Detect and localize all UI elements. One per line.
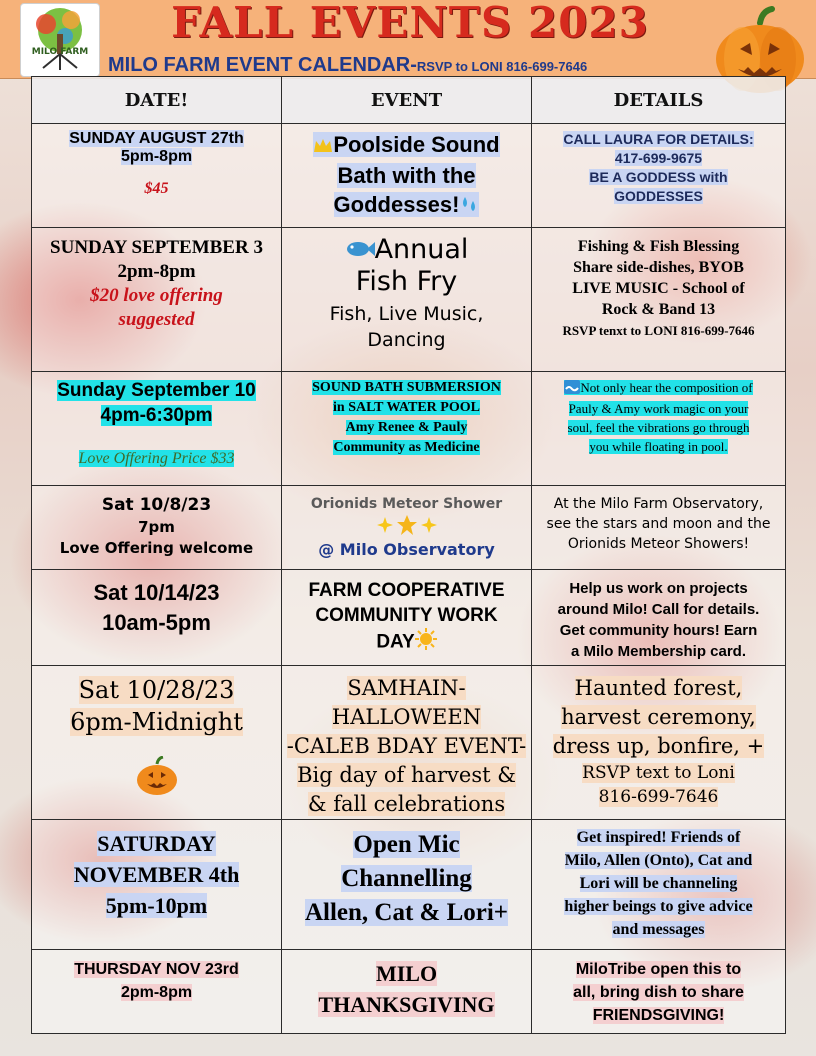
table-row: [32, 570, 786, 666]
date-line: Sat 10/8/23: [101, 495, 212, 515]
sun-icon: [415, 628, 437, 657]
event-date: [32, 124, 282, 228]
event-details: [532, 950, 786, 1034]
event-name: [282, 820, 532, 950]
detail-line: Share side-dishes, BYOB: [573, 259, 744, 276]
detail-line: 816-699-7646: [598, 787, 719, 807]
detail-line: Help us work on projects: [569, 580, 748, 597]
detail-line: Pauly & Amy work magic on your: [568, 400, 749, 416]
subtitle-rsvp: RSVP to LONI 816-699-7646: [416, 59, 588, 74]
event-date: [32, 486, 282, 570]
detail-line: GODDESSES: [614, 188, 703, 204]
event-line: Fish, Live Music,: [329, 302, 484, 325]
detail-line: Fishing & Fish Blessing: [577, 238, 740, 255]
time-line: 5pm-8pm: [120, 148, 193, 165]
event-details: [532, 570, 786, 666]
event-name: [282, 124, 532, 228]
event-details: [532, 228, 786, 372]
table-row: [32, 124, 786, 228]
event-line: in SALT WATER POOL: [333, 400, 480, 415]
event-line: @ Milo Observatory: [318, 540, 495, 559]
event-line: COMMUNITY WORK: [315, 605, 498, 626]
date-line: Sat 10/28/23: [78, 676, 235, 704]
event-line: Amy Renee & Pauly: [345, 420, 468, 435]
event-line: Big day of harvest &: [297, 763, 516, 787]
event-details: [532, 486, 786, 570]
table-header-row: [32, 77, 786, 124]
event-line: Channelling: [341, 865, 472, 892]
detail-line: Milo, Allen (Onto), Cat and: [564, 852, 753, 869]
event-name: [282, 950, 532, 1034]
detail-line: CALL LAURA FOR DETAILS:: [563, 131, 754, 147]
date-line: THURSDAY NOV 23rd: [74, 961, 239, 978]
time-line: 6pm-Midnight: [70, 708, 243, 736]
price: Love Offering welcome: [59, 539, 254, 557]
date-line: SUNDAY SEPTEMBER 3: [50, 237, 263, 258]
detail-line: Orionids Meteor Showers!: [567, 536, 750, 552]
event-line: SAMHAIN-HALLOWEEN: [331, 676, 482, 729]
time-line: 10am-5pm: [102, 610, 211, 635]
event-name: [282, 570, 532, 666]
detail-line: FRIENDSGIVING!: [592, 1007, 725, 1024]
event-date: [32, 820, 282, 950]
water-wave-icon: [564, 380, 580, 399]
detail-line: Get community hours! Earn: [559, 622, 758, 639]
event-line: -CALEB BDAY EVENT-: [286, 734, 527, 758]
event-line: & fall celebrations: [307, 792, 506, 816]
header-event: EVENT: [282, 77, 532, 124]
page-header: [0, 0, 816, 79]
event-details: [532, 124, 786, 228]
event-line: THANKSGIVING: [318, 992, 495, 1017]
event-details: [532, 666, 786, 820]
date-line: NOVEMBER 4th: [73, 862, 240, 887]
events-table: [31, 76, 786, 1034]
detail-line: higher beings to give advice: [564, 898, 753, 915]
event-line: MILO: [375, 961, 438, 986]
time-line: 7pm: [138, 518, 175, 536]
detail-line: At the Milo Farm Observatory,: [553, 496, 764, 512]
detail-line: MiloTribe open this to: [575, 961, 742, 978]
event-name: [282, 372, 532, 486]
table-row: [32, 486, 786, 570]
logo-text: MILO FARM: [31, 47, 89, 57]
price: $45: [144, 180, 169, 197]
event-line: FARM COOPERATIVE: [308, 580, 505, 601]
detail-line: BE A GODDESS with: [589, 169, 728, 185]
date-line: SUNDAY AUGUST 27th: [69, 130, 244, 147]
detail-line: LIVE MUSIC - School of: [572, 280, 745, 297]
detail-line: you while floating in pool.: [589, 438, 728, 454]
detail-line: all, bring dish to share: [573, 984, 744, 1001]
detail-line: Haunted forest,: [574, 676, 743, 700]
event-line: DAY: [376, 631, 415, 653]
table-row: [32, 666, 786, 820]
event-date: [32, 570, 282, 666]
fish-icon: [345, 235, 375, 267]
detail-line: RSVP tenxt to LONI 816-699-7646: [562, 323, 755, 338]
event-line: SOUND BATH SUBMERSION: [312, 380, 501, 395]
event-line: Open Mic: [353, 831, 460, 858]
time-line: 2pm-8pm: [120, 984, 193, 1001]
event-line: Fish Fry: [355, 265, 458, 297]
event-line: Bath with the: [337, 162, 476, 188]
detail-line: 417-699-9675: [614, 150, 703, 166]
detail-line: around Milo! Call for details.: [557, 601, 760, 618]
header-date: DATE!: [32, 77, 282, 124]
crown-icon: [313, 132, 333, 161]
event-date: [32, 228, 282, 372]
detail-line: harvest ceremony,: [561, 705, 756, 729]
event-line: Allen, Cat & Lori+: [304, 899, 509, 926]
event-line: Goddesses!: [333, 191, 460, 217]
detail-line: Not only hear the composition of: [580, 380, 753, 395]
price: $20 love offering: [90, 285, 223, 306]
event-line: Annual: [374, 234, 469, 265]
detail-line: soul, feel the vibrations go through: [567, 419, 750, 435]
page-title: FALL EVENTS 2023: [171, 0, 649, 47]
price: Love Offering Price $33: [78, 450, 235, 467]
date-line: Sunday September 10: [57, 380, 256, 401]
event-date: [32, 666, 282, 820]
event-name: [282, 486, 532, 570]
date-line: SATURDAY: [97, 831, 216, 856]
subtitle-main: MILO FARM EVENT CALENDAR-: [108, 54, 417, 76]
table-row: [32, 372, 786, 486]
water-drops-icon: [459, 191, 479, 220]
time-line: 4pm-6:30pm: [100, 405, 213, 426]
time-line: 5pm-10pm: [105, 893, 208, 918]
small-pumpkin-icon: [36, 756, 277, 804]
date-line: Sat 10/14/23: [93, 580, 220, 605]
event-date: [32, 372, 282, 486]
event-line: Poolside Sound: [333, 132, 500, 157]
event-line: Orionids Meteor Shower: [310, 496, 503, 512]
table-row: [32, 950, 786, 1034]
detail-line: Rock & Band 13: [601, 301, 716, 318]
event-name: [282, 228, 532, 372]
header-details: DETAILS: [532, 77, 786, 124]
event-date: [32, 950, 282, 1034]
event-line: Dancing: [367, 328, 446, 351]
detail-line: Get inspired! Friends of: [576, 829, 741, 846]
milo-farm-logo: [20, 3, 100, 77]
detail-line: and messages: [612, 921, 705, 938]
event-line: Community as Medicine: [333, 440, 480, 455]
time-line: 2pm-8pm: [117, 261, 196, 282]
sparkles-star-icon: [286, 514, 527, 538]
event-details: [532, 372, 786, 486]
table-row: [32, 820, 786, 950]
detail-line: RSVP text to Loni: [582, 763, 735, 783]
event-name: [282, 666, 532, 820]
event-details: [532, 820, 786, 950]
table-row: [32, 228, 786, 372]
price: suggested: [118, 309, 195, 330]
detail-line: see the stars and moon and the: [546, 516, 771, 532]
detail-line: a Milo Membership card.: [570, 643, 747, 660]
detail-line: Lori will be channeling: [579, 875, 738, 892]
detail-line: dress up, bonfire, +: [552, 734, 765, 758]
